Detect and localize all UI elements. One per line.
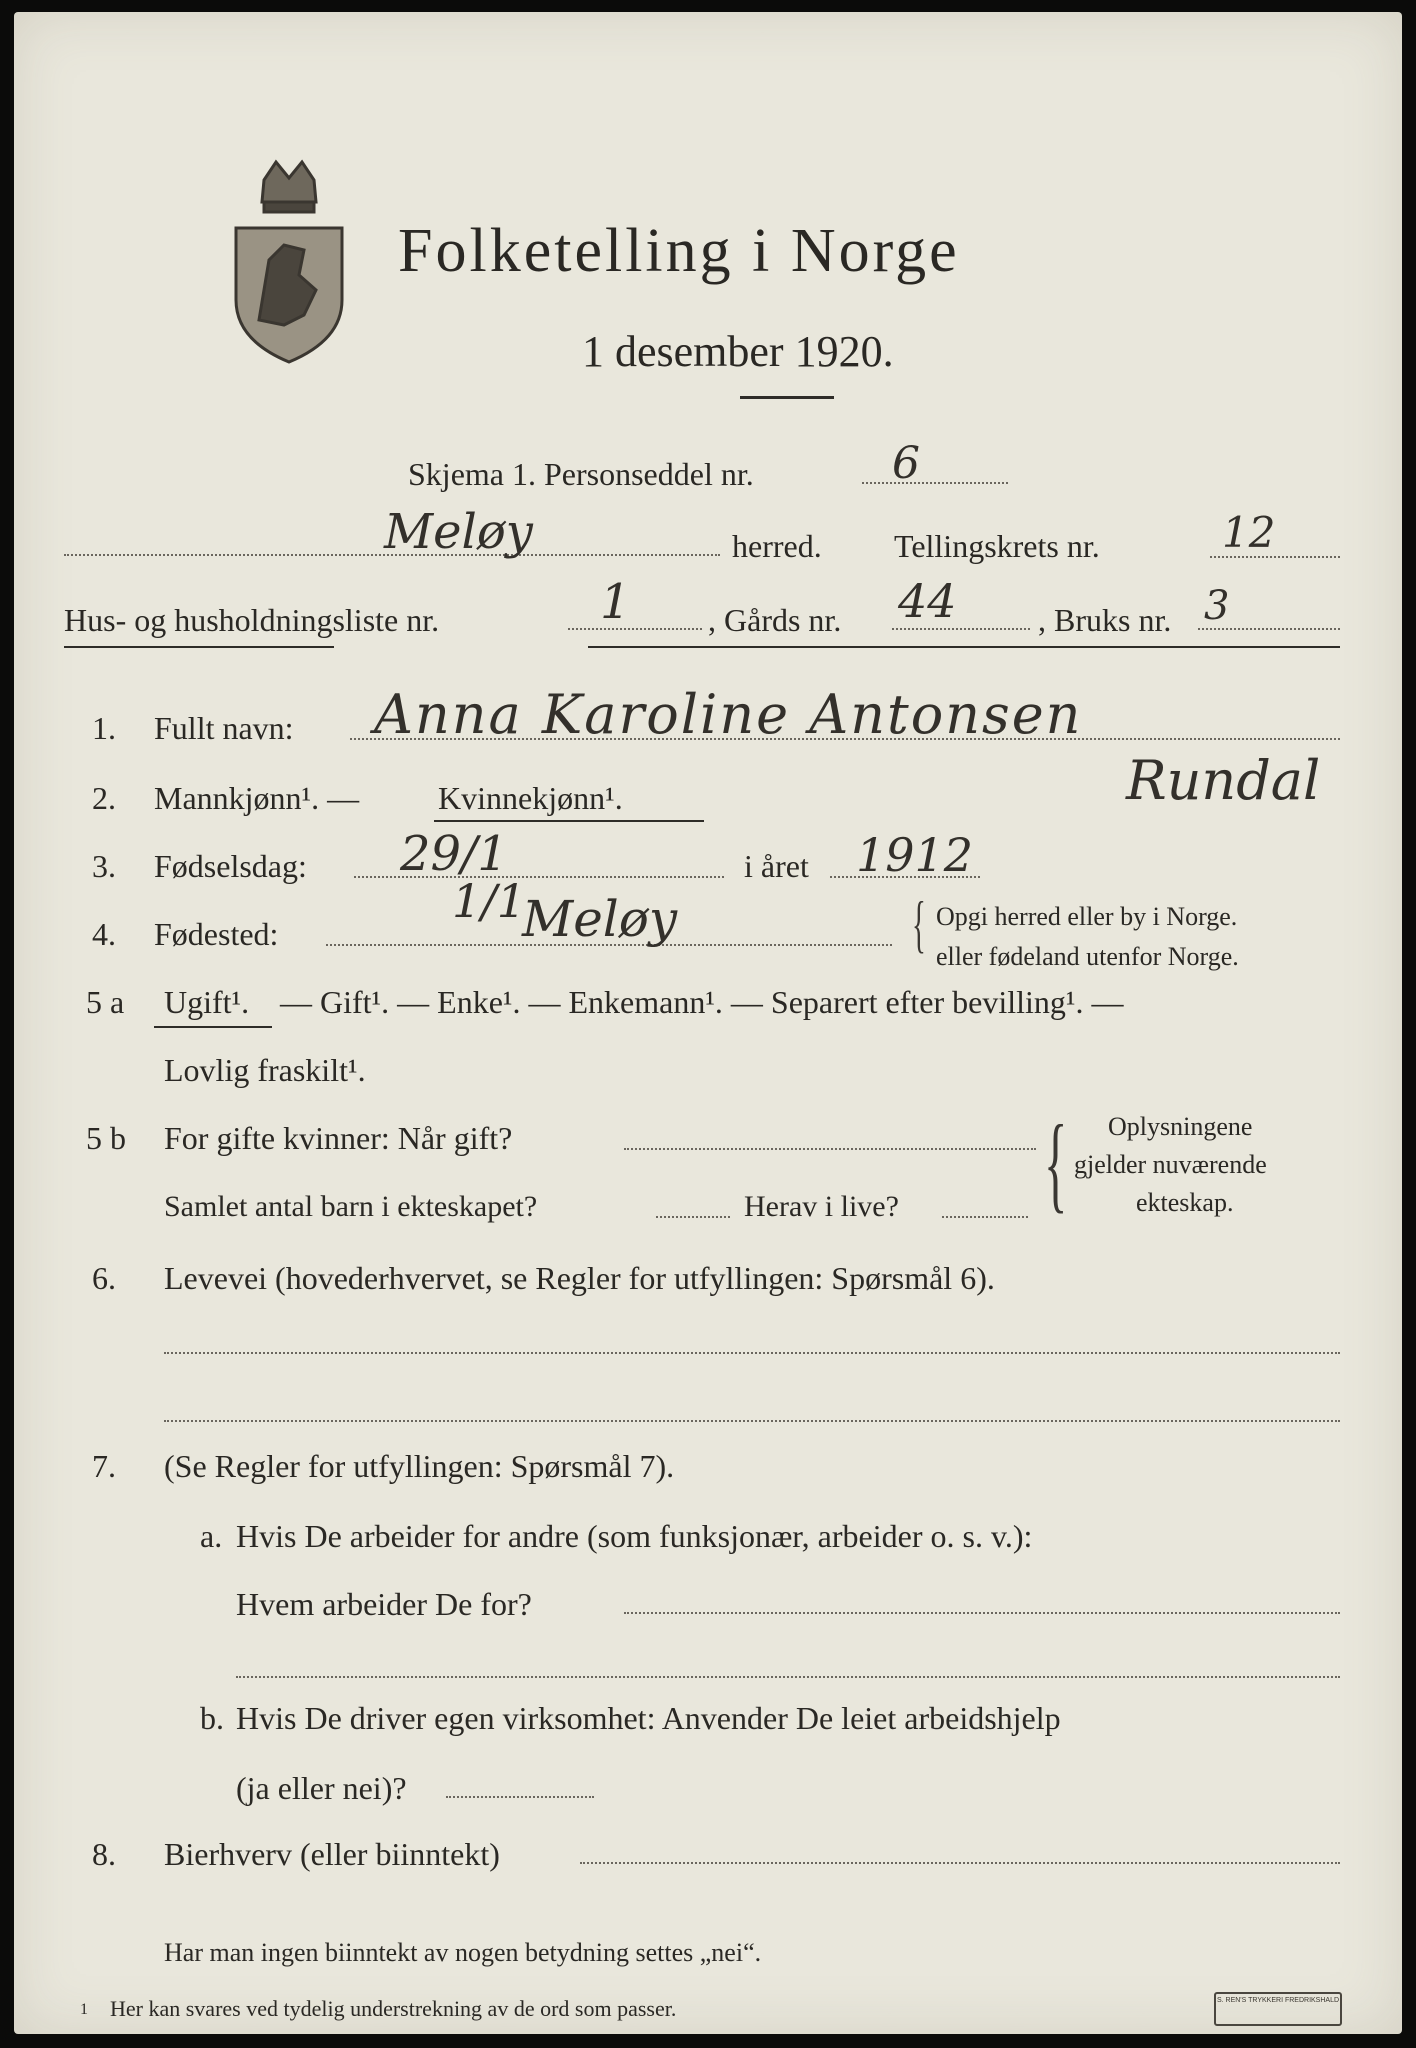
unmarried-underline xyxy=(154,1026,272,1028)
q4-note-1: Opgi herred eller by i Norge. xyxy=(936,902,1238,931)
hired-help-field[interactable] xyxy=(446,1796,594,1798)
gards-value: 44 xyxy=(898,574,957,628)
tellingskrets-value: 12 xyxy=(1222,508,1276,557)
q1-label: Fullt navn: xyxy=(154,710,294,746)
bruks-value: 3 xyxy=(1204,583,1230,629)
census-date: 1 desember 1920. xyxy=(582,327,894,376)
married-when-label: For gifte kvinner: Når gift? xyxy=(164,1120,513,1156)
norway-coat-of-arms-icon xyxy=(224,150,354,370)
married-when-field[interactable] xyxy=(624,1148,1036,1150)
q8-label: Bierhverv (eller biinntekt) xyxy=(164,1836,500,1872)
schema-number-field[interactable] xyxy=(862,482,1008,484)
gards-field[interactable] xyxy=(892,628,1030,630)
q7-number: 7. xyxy=(92,1448,116,1484)
q5b-note-2: gjelder nuværende xyxy=(1074,1150,1267,1179)
q5b-number: 5 b xyxy=(86,1120,126,1156)
birthplace-value: Meløy xyxy=(522,890,678,948)
side-income-field[interactable] xyxy=(580,1862,1340,1864)
q3-label: Fødselsdag: xyxy=(154,848,307,884)
hus-value: 1 xyxy=(600,574,631,630)
income-note: Har man ingen biinntekt av nogen betydning settes „nei“. xyxy=(164,1938,762,1967)
q7a-line2: Hvem arbeider De for? xyxy=(236,1586,532,1622)
printer-stamp xyxy=(1214,1992,1342,2026)
gards-label: , Gårds nr. xyxy=(708,602,842,638)
header-rule-left xyxy=(64,646,334,648)
q5a-number: 5 a xyxy=(86,984,125,1020)
q7a-letter: a. xyxy=(200,1518,223,1554)
occupation-field-2[interactable] xyxy=(164,1420,1340,1422)
alive-label: Herav i live? xyxy=(744,1190,899,1223)
q5b-note-3: ekteskap. xyxy=(1136,1188,1234,1217)
hus-label: Hus- og husholdningsliste nr. xyxy=(64,602,440,638)
footnote-text: Her kan svares ved tydelig understrekning av de ord som passer. xyxy=(110,1996,677,2021)
q6-number: 6. xyxy=(92,1260,116,1296)
year-label: i året xyxy=(744,848,809,884)
q1-number: 1. xyxy=(92,710,116,746)
schema-label: Skjema 1. Personseddel nr. xyxy=(408,456,754,492)
q7b-line2: (ja eller nei)? xyxy=(236,1770,407,1806)
employer-field-2[interactable] xyxy=(236,1676,1340,1678)
marital-options[interactable]: — Gift¹. — Enke¹. — Enkemann¹. — Separert efter bevilling¹. — xyxy=(280,984,1124,1020)
q5b-note-brace: { xyxy=(1044,1104,1068,1223)
footnote-mark: 1 xyxy=(80,2001,88,2018)
birth-year-value: 1912 xyxy=(856,828,974,882)
herred-value: Meløy xyxy=(384,504,533,560)
q2-number: 2. xyxy=(92,780,116,816)
q6-label: Levevei (hovederhvervet, se Regler for utfyllingen: Spørsmål 6). xyxy=(164,1260,995,1296)
occupation-field-1[interactable] xyxy=(164,1352,1340,1354)
full-name-value: Anna Karoline Antonsen xyxy=(374,683,1083,746)
herred-label: herred. xyxy=(732,528,822,564)
divorced-option[interactable]: Lovlig fraskilt¹. xyxy=(164,1052,366,1088)
tellingskrets-label: Tellingskrets nr. xyxy=(894,528,1100,564)
unmarried-option[interactable]: Ugift¹. xyxy=(164,984,250,1020)
q4-note-brace: { xyxy=(912,888,926,959)
title-divider xyxy=(740,396,834,399)
full-name-extra: Rundal xyxy=(1126,749,1321,812)
hus-field[interactable] xyxy=(568,628,702,630)
q4-note-2: eller fødeland utenfor Norge. xyxy=(936,942,1239,971)
children-label: Samlet antal barn i ekteskapet? xyxy=(164,1190,538,1223)
header-rule-right xyxy=(588,646,1340,648)
male-option[interactable]: Mannkjønn¹. — xyxy=(154,780,360,816)
q4-label: Fødested: xyxy=(154,916,279,952)
q5b-note-1: Oplysningene xyxy=(1108,1112,1253,1141)
census-form-page xyxy=(14,12,1402,2034)
birthplace-prefix: 1/1 xyxy=(452,874,527,928)
q3-number: 3. xyxy=(92,848,116,884)
female-option[interactable]: Kvinnekjønn¹. xyxy=(438,780,623,816)
birthday-value: 29/1 xyxy=(400,826,508,882)
schema-number-value: 6 xyxy=(892,438,920,489)
q8-number: 8. xyxy=(92,1836,116,1872)
q7b-line1: Hvis De driver egen virksomhet: Anvender De leiet arbeidshjelp xyxy=(236,1700,1061,1736)
female-underline xyxy=(434,820,704,822)
employer-field-1[interactable] xyxy=(624,1612,1340,1614)
children-field[interactable] xyxy=(656,1216,730,1218)
alive-field[interactable] xyxy=(942,1216,1028,1218)
q7-label: (Se Regler for utfyllingen: Spørsmål 7). xyxy=(164,1448,675,1484)
q4-number: 4. xyxy=(92,916,116,952)
form-title: Folketelling i Norge xyxy=(398,217,960,285)
q7a-line1: Hvis De arbeider for andre (som funksjonær, arbeider o. s. v.): xyxy=(236,1518,1033,1554)
printer-stamp-text: S. REN'S TRYKKERI FREDRIKSHALD xyxy=(1216,1997,1340,2004)
bruks-label: , Bruks nr. xyxy=(1038,602,1172,638)
q7b-letter: b. xyxy=(200,1700,224,1736)
